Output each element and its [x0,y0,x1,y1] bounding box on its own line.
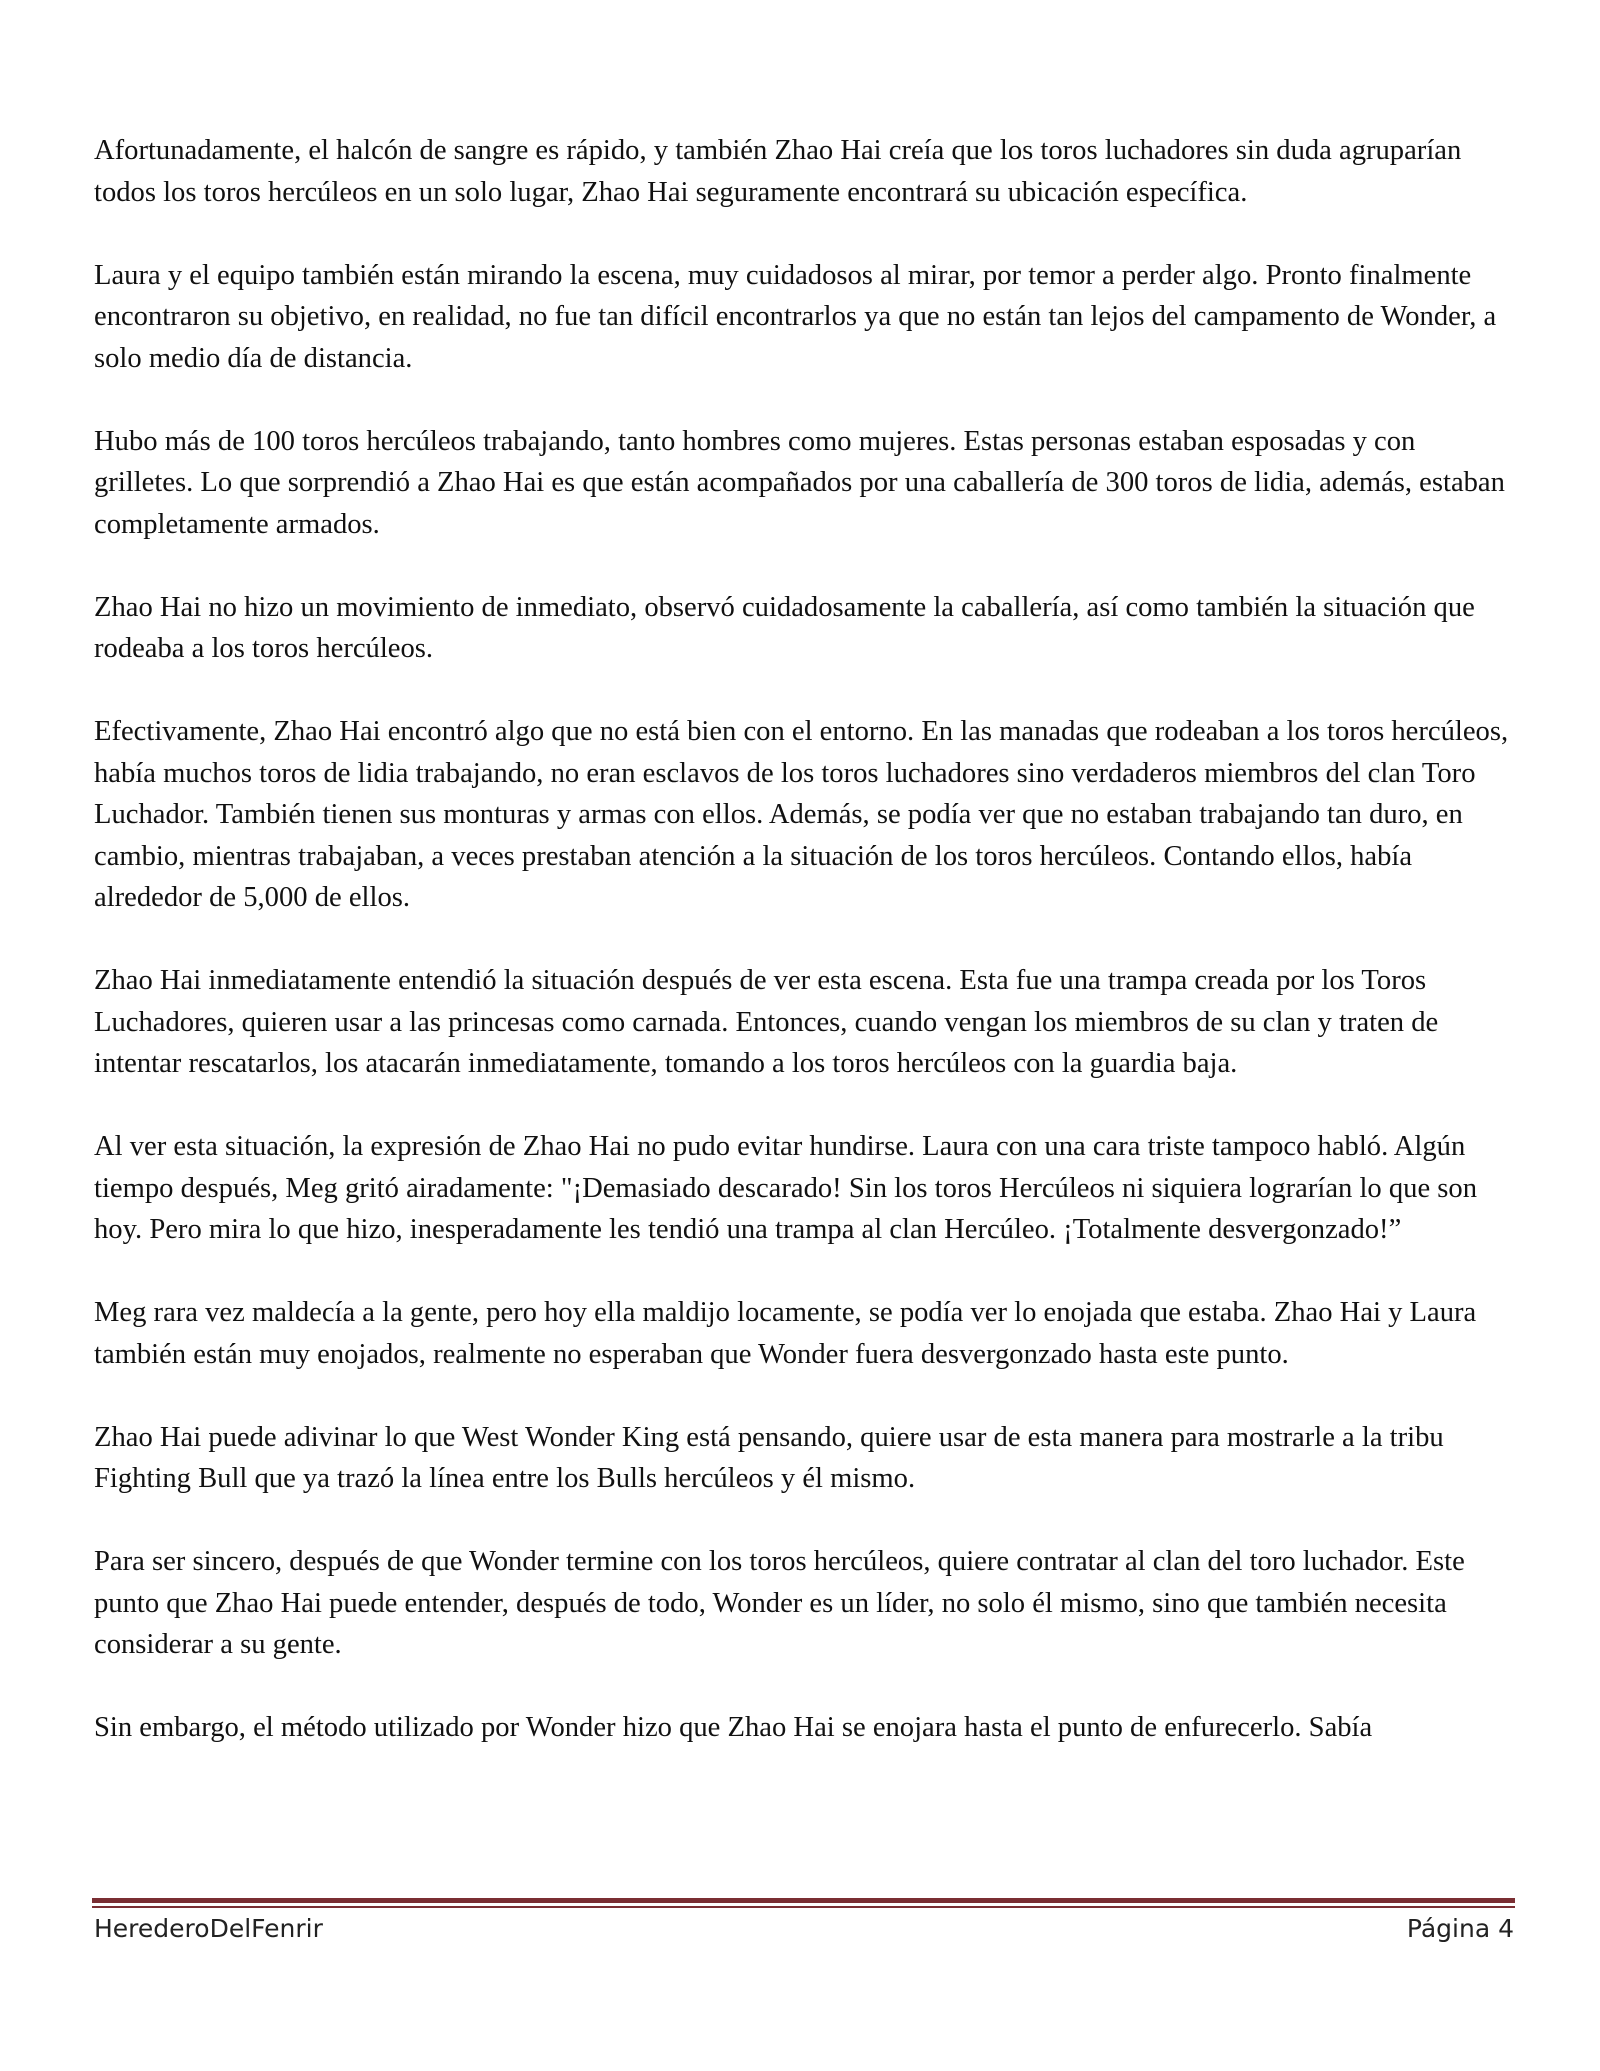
footer-author: HerederoDelFenrir [94,1914,323,1943]
paragraph-11: Sin embargo, el método utilizado por Wonder hizo que Zhao Hai se enojara hasta el punto de enfurecerlo. Sabía [94,1712,1373,1743]
paragraph-10: Para ser sincero, después de que Wonder termine con los toros hercúleos, quiere contratar al clan del toro luchador. Este punto que Zhao Hai puede entender, después de todo, Wonder es un líder, no solo él mismo, sino que también necesita considerar a su gente. [94,1546,1465,1660]
paragraph-4: Zhao Hai no hizo un movimiento de inmediato, observó cuidadosamente la caballería, así como también la situación que rodeaba a los toros hercúleos. [94,591,1475,664]
paragraph-5: Efectivamente, Zhao Hai encontró algo que no está bien con el entorno. En las manadas que rodeaban a los toros hercúleos, había muchos toros de lidia trabajando, no eran esclavos de los toros luchadores sino verdaderos miembros del clan Toro Luchador. También tienen sus monturas y armas con ellos. Además, se podía ver que no estaban trabajando tan duro, en cambio, mientras trabajaban, a veces prestaban atención a la situación de los toros hercúleos. Contando ellos, había alrededor de 5,000 de ellos. [94,716,1509,913]
paragraph-1: Afortunadamente, el halcón de sangre es rápido, y también Zhao Hai creía que los toros luchadores sin duda agruparían todos los toros hercúleos en un solo lugar, Zhao Hai seguramente encontrará su ubicación específica. [94,135,1462,208]
paragraph-8: Meg rara vez maldecía a la gente, pero hoy ella maldijo locamente, se podía ver lo enojada que estaba. Zhao Hai y Laura también están muy enojados, realmente no esperaban que Wonder fuera desvergonzado hasta este punto. [94,1297,1477,1370]
paragraph-6: Zhao Hai inmediatamente entendió la situación después de ver esta escena. Esta fue una trampa creada por los Toros Luchadores, quieren usar a las princesas como carnada. Entonces, cuando vengan los miembros de su clan y traten de intentar rescatarlos, los atacarán inmediatamente, tomando a los toros hercúleos con la guardia baja. [94,965,1439,1079]
body-text [94,130,1514,1790]
paragraph-3: Hubo más de 100 toros hercúleos trabajando, tanto hombres como mujeres. Estas personas estaban esposadas y con grilletes. Lo que sorprendió a Zhao Hai es que están acompañados por una caballería de 300 toros de lidia, además, estaban completamente armados. [94,425,1505,540]
footer-page-number: Página 4 [1406,1914,1514,1943]
paragraph-9: Zhao Hai puede adivinar lo que West Wonder King está pensando, quiere usar de esta manera para mostrarle a la tribu Fighting Bull que ya trazó la línea entre los Bulls hercúleos y él mismo. [94,1421,1444,1494]
footer-divider [92,1898,1515,1909]
footer-divider-thick [92,1898,1515,1903]
paragraph-7: Al ver esta situación, la expresión de Zhao Hai no pudo evitar hundirse. Laura con una cara triste tampoco habló. Algún tiempo después, Meg gritó airadamente: "¡Demasiado descarado! Sin los toros Hercúleos ni siquiera lograrían lo que son hoy. Pero mira lo que hizo, inesperadamente les tendió una trampa al clan Hercúleo. ¡Totalmente desvergonzado!” [94,1131,1477,1245]
paragraph-2: Laura y el equipo también están mirando la escena, muy cuidadosos al mirar, por temor a perder algo. Pronto finalmente encontraron su objetivo, en realidad, no fue tan difícil encontrarlos ya que no están tan lejos del campamento de Wonder, a solo medio día de distancia. [94,259,1497,374]
footer-divider-thin [92,1906,1515,1908]
